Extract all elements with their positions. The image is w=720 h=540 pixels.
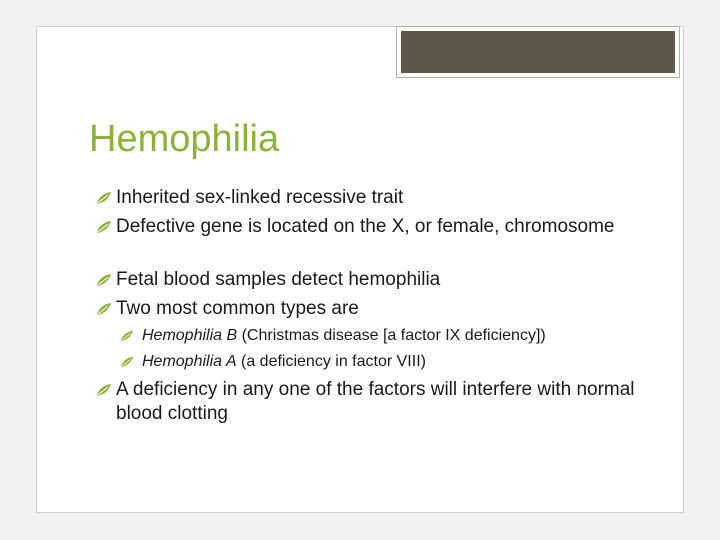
sub-bullet-text — [120, 352, 680, 372]
sub-bullet-item — [120, 352, 680, 372]
sub-bullet-description: (Christmas disease [a factor IX deficiency]) — [237, 327, 546, 344]
sub-bullet-description: (a deficiency in factor VIII) — [236, 353, 426, 370]
accent-bar — [397, 27, 679, 77]
sub-bullet-item — [120, 326, 680, 346]
sub-bullet-term: Hemophilia B — [142, 327, 238, 344]
leaf-bullet-icon — [96, 191, 112, 205]
bullet-item — [96, 378, 636, 426]
bullet-text: Inherited sex-linked recessive trait — [116, 187, 404, 208]
sub-bullet-text — [120, 326, 680, 346]
sub-bullet-term: Hemophilia A — [142, 353, 237, 370]
bullet-item — [96, 215, 636, 239]
bullet-text: Defective gene is located on the X, or female, chromosome — [116, 216, 615, 237]
leaf-bullet-icon — [96, 273, 112, 287]
leaf-bullet-icon — [96, 383, 112, 397]
leaf-bullet-icon — [120, 330, 134, 342]
bullet-item — [96, 186, 636, 210]
leaf-bullet-icon — [120, 356, 134, 368]
leaf-bullet-icon — [96, 220, 112, 234]
bullet-item — [96, 297, 636, 321]
bullet-text: Two most common types are — [116, 298, 359, 319]
slide-title: Hemophilia — [89, 118, 280, 160]
bullet-text: A deficiency in any one of the factors will interfere with normal blood clotting — [116, 379, 635, 424]
bullet-text: Fetal blood samples detect hemophilia — [116, 269, 441, 290]
bullet-item — [96, 268, 636, 292]
leaf-bullet-icon — [96, 302, 112, 316]
